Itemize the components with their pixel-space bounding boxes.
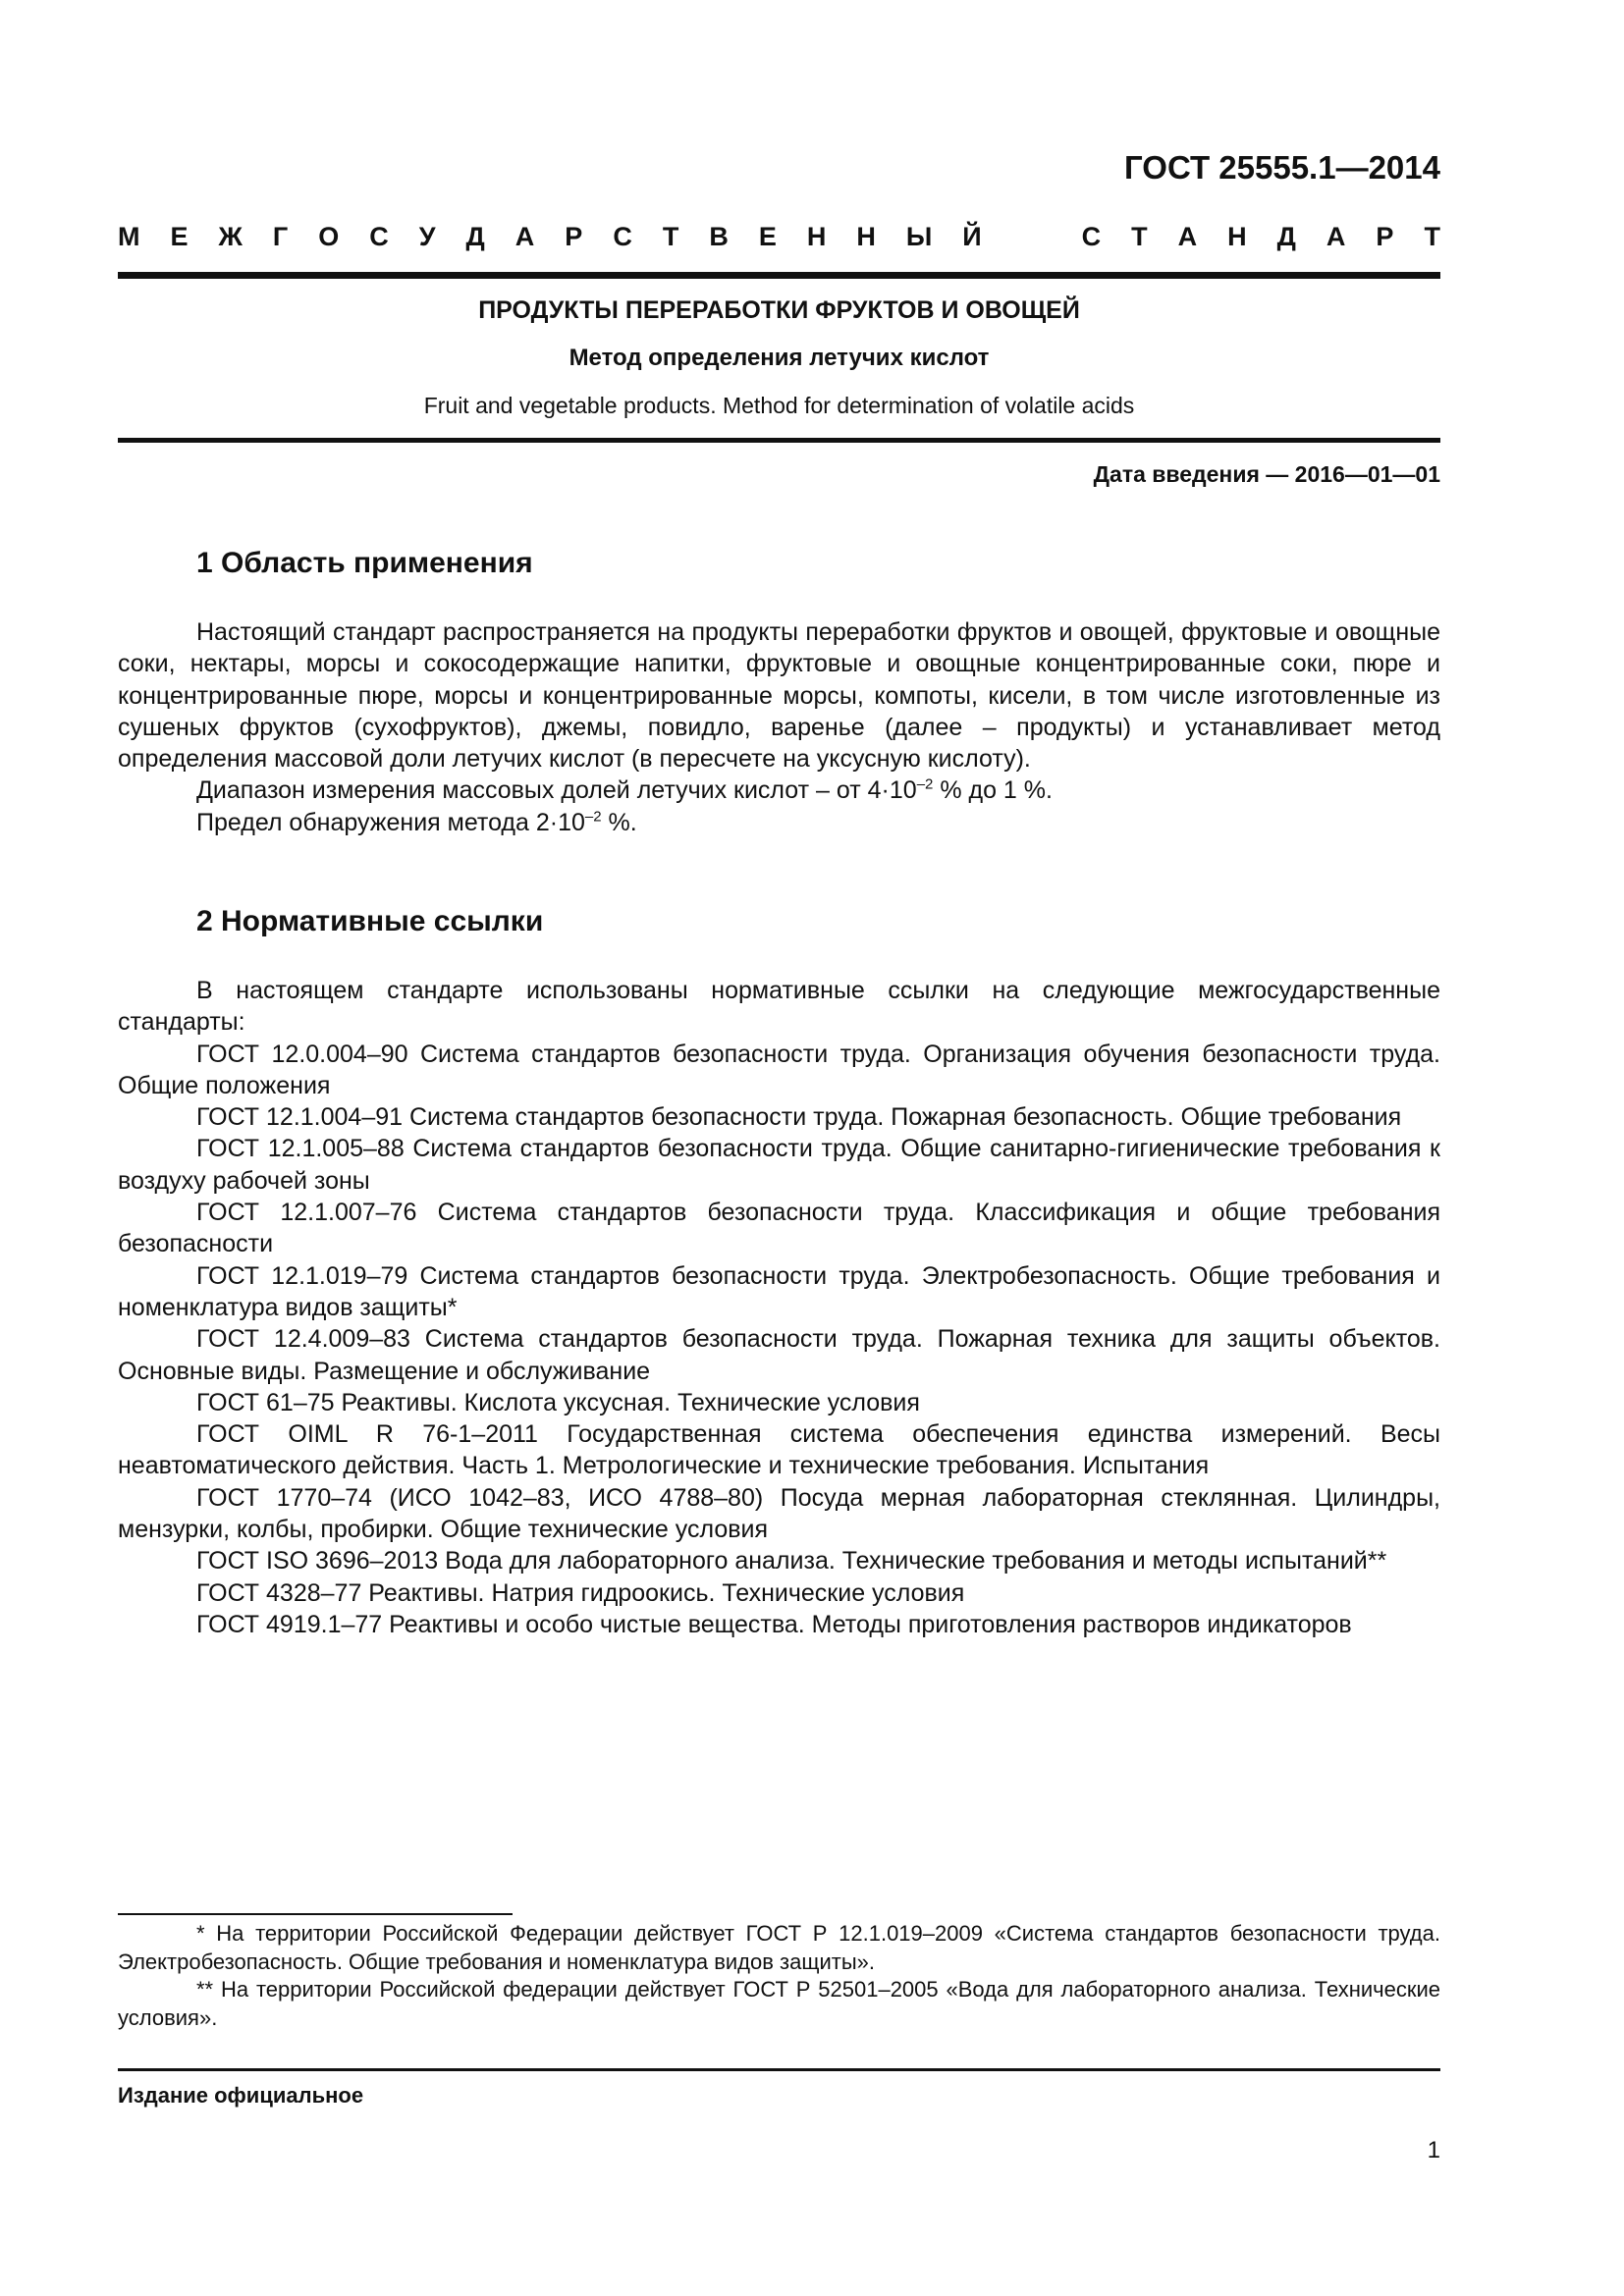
banner-letter: Н [806, 222, 827, 251]
banner-letter: Т [1131, 222, 1148, 251]
banner-letter: Г [272, 222, 289, 251]
footnote-2: ** На территории Российской федерации действует ГОСТ Р 52501–2005 «Вода для лабораторного анализа. Технические условия». [118, 1977, 1440, 2030]
document-subtitle: Метод определения летучих кислот [568, 345, 990, 371]
title-rule [118, 438, 1440, 443]
document-title-english: Fruit and vegetable products. Method for determination of volatile acids [423, 393, 1135, 418]
banner-letter: Р [1376, 222, 1394, 251]
banner-letter: Й [962, 222, 982, 251]
banner-word-gap [1012, 222, 1052, 252]
official-edition-label: Издание официальное [118, 2083, 364, 2108]
banner-letter: М [118, 222, 140, 251]
banner-letter: Е [170, 222, 189, 251]
reference-item: ГОСТ 12.1.019–79 Система стандартов безопасности труда. Электробезопасность. Общие требования и номенклатура видов защиты* [118, 1261, 1440, 1321]
banner-letter: А [1177, 222, 1198, 251]
detection-limit [118, 807, 1440, 838]
references-intro: В настоящем стандарте использованы нормативные ссылки на следующие межгосударственные стандарты: [118, 977, 1440, 1037]
footnote-separator [118, 1913, 513, 1915]
footnote-1: * На территории Российской Федерации действует ГОСТ Р 12.1.019–2009 «Система стандартов безопасности труда. Электробезопасность. Общие требования и номенклатура видов защиты». [118, 1921, 1440, 1974]
banner-letter: Ж [218, 222, 243, 251]
page-number: 1 [1427, 2137, 1440, 2163]
reference-item: ГОСТ 12.1.005–88 Система стандартов безопасности труда. Общие санитарно-гигиенические требования к воздуху рабочей зоны [118, 1135, 1440, 1195]
measurement-range [118, 774, 1440, 806]
range-exponent: –2 [916, 776, 934, 794]
limit-suffix: %. [601, 808, 637, 836]
banner-letter: А [1326, 222, 1346, 251]
reference-item: ГОСТ 4919.1–77 Реактивы и особо чистые вещества. Методы приготовления растворов индикаторов [196, 1610, 1352, 1638]
reference-item: ГОСТ 12.1.004–91 Система стандартов безопасности труда. Пожарная безопасность. Общие требования [196, 1103, 1402, 1132]
banner-letter: Т [662, 222, 679, 251]
scope-paragraph: Настоящий стандарт распространяется на продукты переработки фруктов и овощей, фруктовые и овощные соки, нектары, морсы и сокосодержащие напитки, фруктовые и овощные концентрированные соки, пюре и концентрированные пюре, морсы и концентрированные морсы, компоты, кисели, в том числе изготовленные из сушеных фруктов (сухофруктов), джемы, повидло, варенье (далее – продукты) и устанавливает метод определения массовой доли летучих кислот (в пересчете на уксусную кислоту). [118, 618, 1440, 774]
banner-letter: А [514, 222, 535, 251]
footnotes [118, 1920, 1440, 2032]
banner-letter: Ы [905, 222, 933, 251]
range-suffix: % до 1 %. [933, 776, 1053, 805]
document-code: ГОСТ 25555.1—2014 [1124, 149, 1440, 186]
banner-letter: Н [1227, 222, 1247, 251]
banner-letter: Д [465, 222, 485, 251]
banner-letter: О [318, 222, 340, 251]
introduction-date: Дата введения — 2016—01—01 [1093, 461, 1440, 487]
banner-letter: С [613, 222, 632, 251]
reference-item: ГОСТ 12.0.004–90 Система стандартов безопасности труда. Организация обучения безопасности труда. Общие положения [118, 1040, 1440, 1099]
reference-item: ГОСТ 12.1.007–76 Система стандартов безопасности труда. Классификация и общие требования безопасности [118, 1199, 1440, 1258]
interstate-standard-banner [118, 222, 1440, 252]
banner-letter: С [1081, 222, 1102, 251]
reference-item: ГОСТ ISO 3696–2013 Вода для лабораторного анализа. Технические требования и методы испытаний** [196, 1547, 1387, 1575]
reference-item: ГОСТ 1770–74 (ИСО 1042–83, ИСО 4788–80) Посуда мерная лабораторная стеклянная. Цилиндры, мензурки, колбы, пробирки. Общие технические условия [118, 1483, 1440, 1544]
reference-item: ГОСТ OIML R 76-1–2011 Государственная система обеспечения единства измерений. Весы неавтоматического действия. Часть 1. Метрологические и технические требования. Испытания [118, 1420, 1440, 1480]
section-1-body [118, 616, 1440, 838]
reference-item: ГОСТ 61–75 Реактивы. Кислота уксусная. Технические условия [196, 1388, 920, 1416]
section-2-heading: 2 Нормативные ссылки [196, 905, 544, 937]
banner-letter: Н [856, 222, 876, 251]
reference-item: ГОСТ 12.4.009–83 Система стандартов безопасности труда. Пожарная техника для защиты объектов. Основные виды. Размещение и обслуживание [118, 1325, 1440, 1385]
limit-prefix: Предел обнаружения метода 2·10 [196, 808, 585, 836]
limit-exponent: –2 [584, 808, 602, 826]
banner-letter: У [418, 222, 436, 251]
banner-letter: С [369, 222, 389, 251]
header-rule [118, 272, 1440, 279]
footer-rule [118, 2068, 1440, 2071]
document-title: ПРОДУКТЫ ПЕРЕРАБОТКИ ФРУКТОВ И ОВОЩЕЙ [478, 296, 1080, 324]
range-prefix: Диапазон измерения массовых долей летучих кислот – от 4·10 [196, 776, 917, 805]
banner-letter: Е [758, 222, 777, 251]
banner-letter: В [709, 222, 729, 251]
section-1-heading: 1 Область применения [196, 547, 533, 579]
section-2-body [118, 975, 1440, 1640]
reference-item: ГОСТ 4328–77 Реактивы. Натрия гидроокись. Технические условия [196, 1578, 965, 1607]
banner-letter: Р [565, 222, 583, 251]
banner-letter: Т [1424, 222, 1440, 251]
banner-letter: Д [1276, 222, 1296, 251]
